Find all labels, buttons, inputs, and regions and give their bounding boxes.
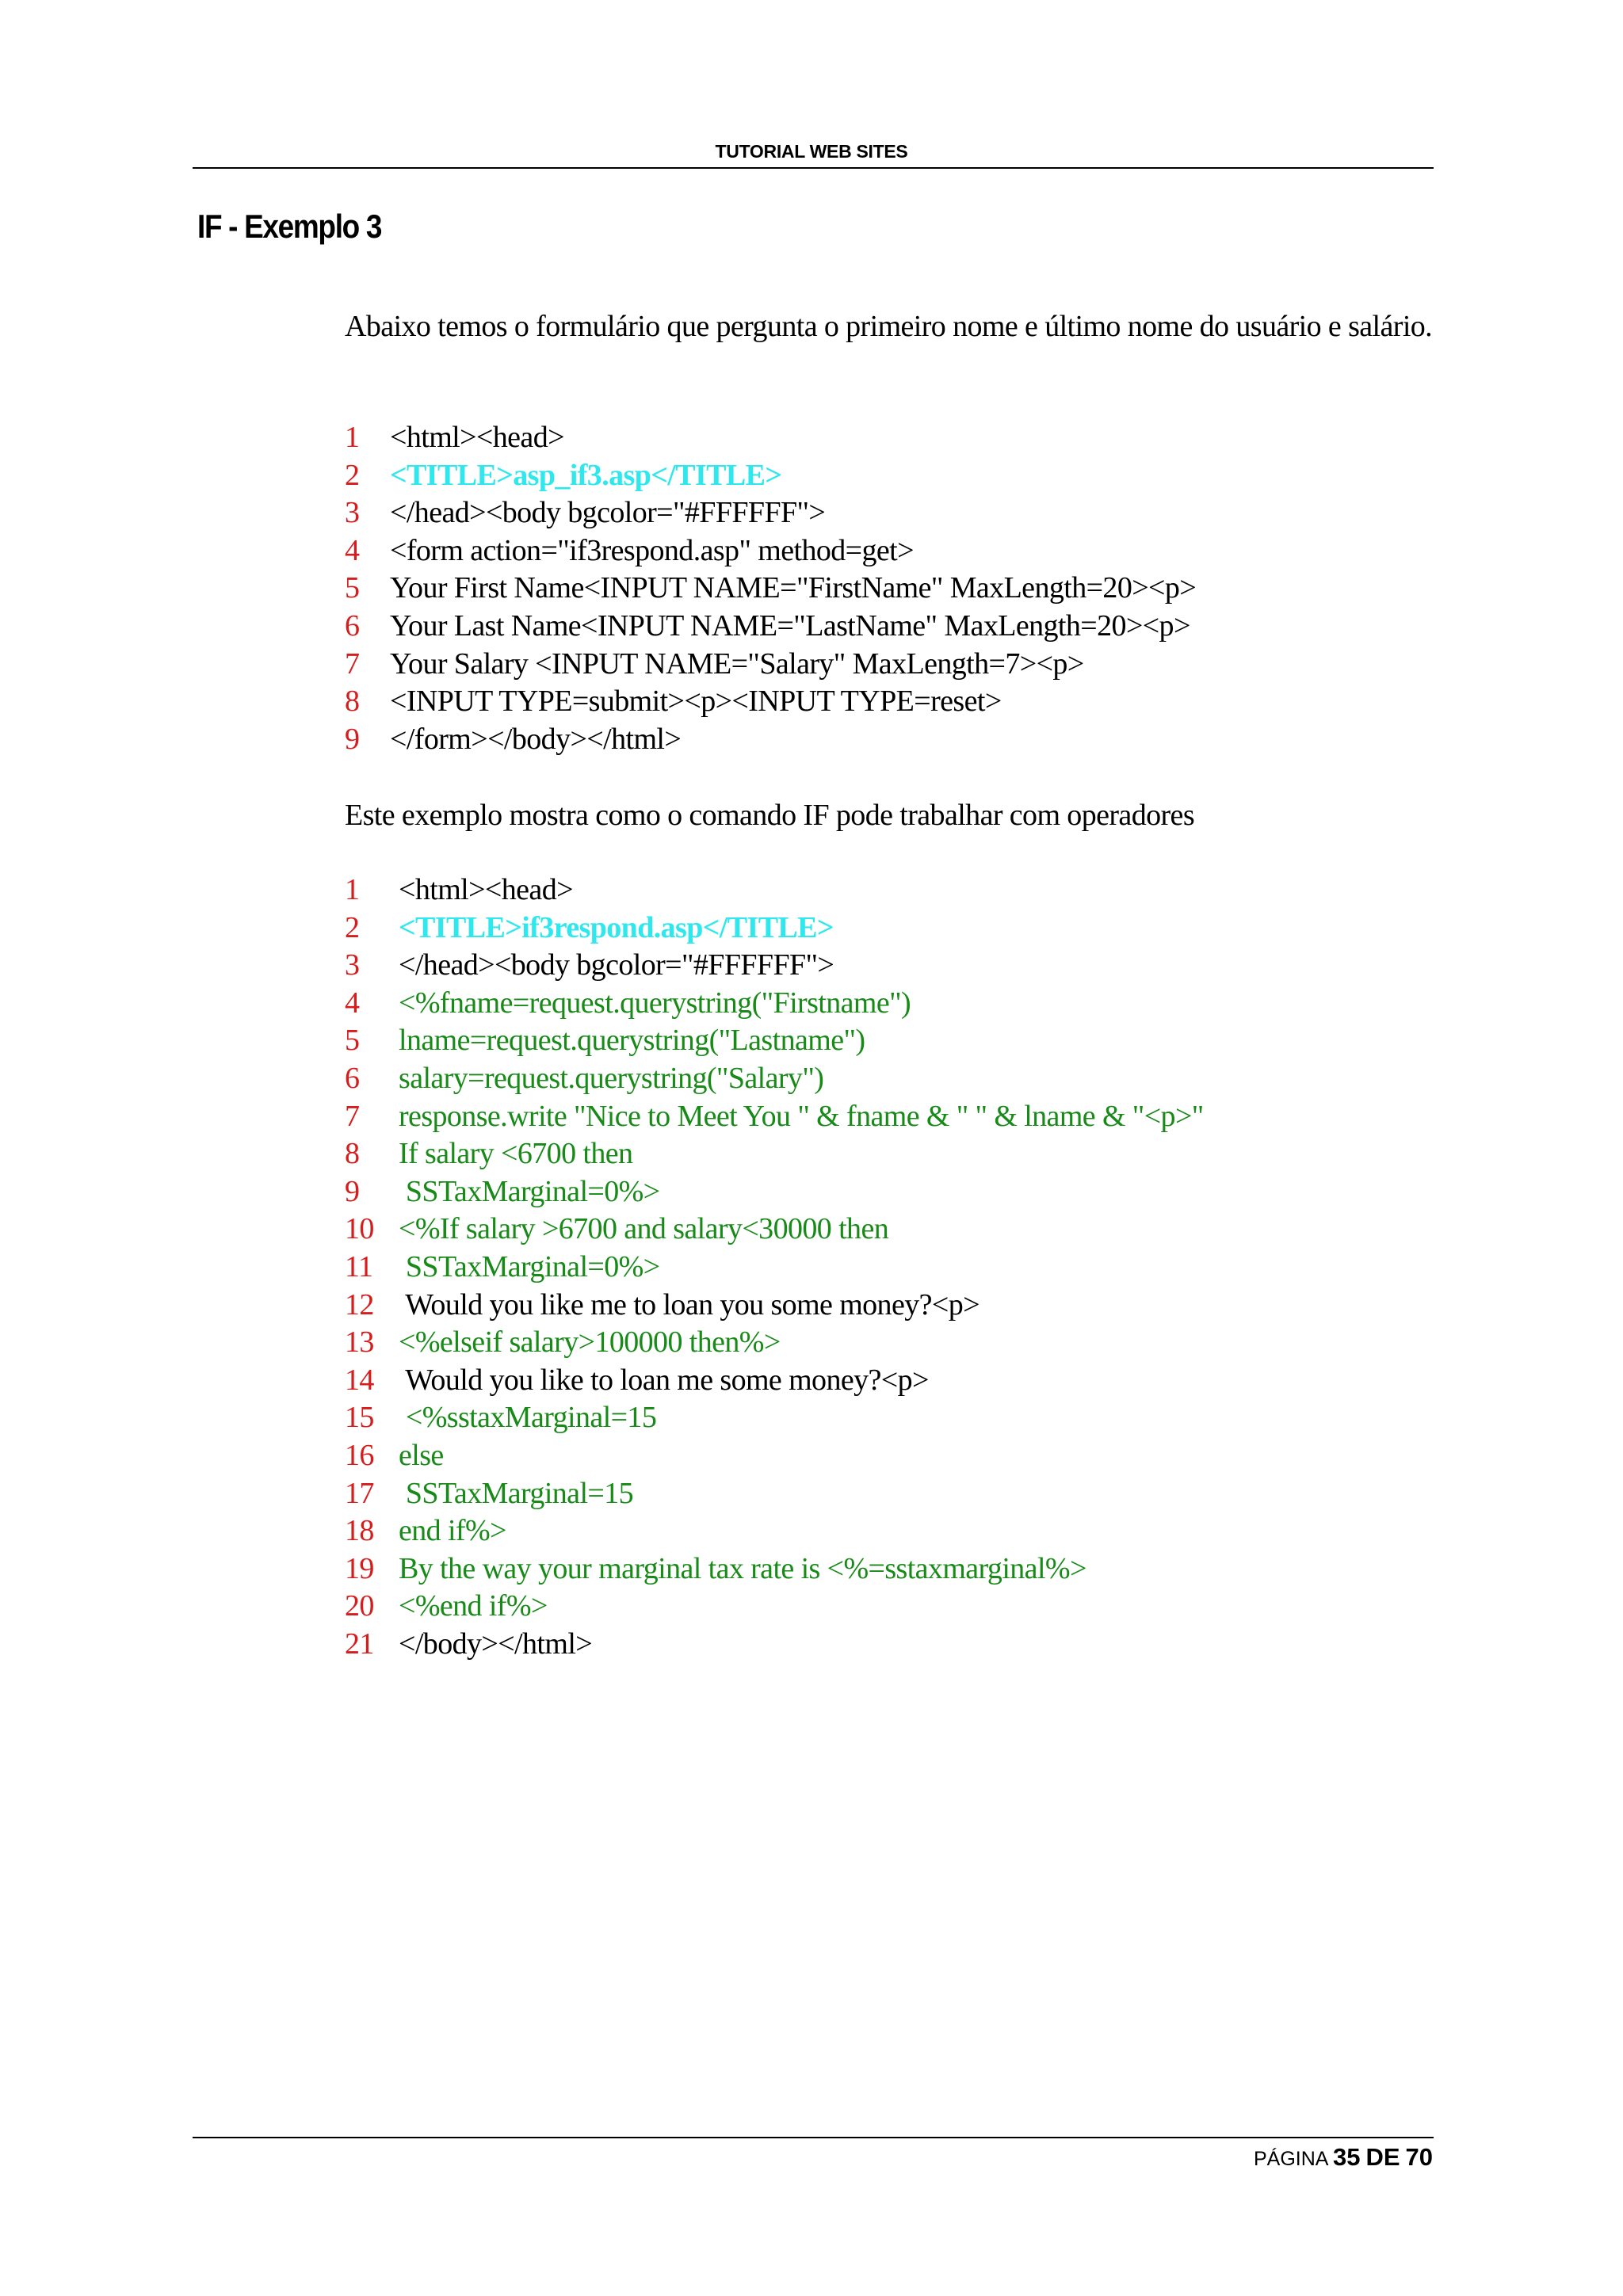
line-number: 1 xyxy=(345,873,360,906)
code-line xyxy=(345,1550,1204,1589)
code-text: <INPUT TYPE=submit><p><INPUT TYPE=reset> xyxy=(390,685,1002,719)
line-number: 8 xyxy=(345,685,360,719)
code-text: By the way your marginal tax rate is <%=sstaxmarginal%> xyxy=(399,1551,1086,1585)
code-text: Your Last Name<INPUT NAME="LastName" MaxLength=20><p> xyxy=(390,608,1190,643)
code-text: <%sstaxMarginal=15 xyxy=(399,1401,657,1435)
line-number: 10 xyxy=(345,1212,374,1246)
code-line xyxy=(345,1324,1204,1362)
code-line xyxy=(345,1287,1204,1325)
code-text: Your First Name<INPUT NAME="FirstName" MaxLength=20><p> xyxy=(390,571,1197,605)
code-text: Your Salary <INPUT NAME="Salary" MaxLength=7><p> xyxy=(390,646,1084,681)
code-line xyxy=(345,419,1196,457)
code-text: end if%> xyxy=(399,1514,506,1548)
code-text: <TITLE>asp_if3.asp</TITLE> xyxy=(390,458,782,492)
line-number: 6 xyxy=(345,608,360,643)
page-current: 35 xyxy=(1333,2143,1361,2171)
line-number: 5 xyxy=(345,571,360,605)
code-text: <%If salary >6700 and salary<30000 then xyxy=(399,1212,889,1246)
line-number: 18 xyxy=(345,1514,374,1548)
code-line xyxy=(345,457,1196,495)
line-number: 13 xyxy=(345,1325,374,1360)
code-line xyxy=(345,910,1204,948)
code-text: Would you like to loan me some money?<p> xyxy=(399,1363,929,1397)
code-text: SSTaxMarginal=15 xyxy=(399,1476,634,1510)
line-number: 9 xyxy=(345,722,360,756)
line-number: 3 xyxy=(345,496,360,530)
code-line xyxy=(345,1475,1204,1513)
code-text: If salary <6700 then xyxy=(399,1137,633,1171)
line-number: 16 xyxy=(345,1438,374,1472)
code-text: </body></html> xyxy=(399,1627,593,1661)
code-text: </head><body bgcolor="#FFFFFF"> xyxy=(390,496,826,530)
code-line xyxy=(345,1173,1204,1211)
code-line xyxy=(345,608,1196,646)
section-heading: IF - Exemplo 3 xyxy=(197,208,382,245)
line-number: 20 xyxy=(345,1589,374,1623)
line-number: 19 xyxy=(345,1551,374,1585)
middle-paragraph: Este exemplo mostra como o comando IF pode trabalhar com operadores xyxy=(345,799,1195,832)
code-text: Would you like me to loan you some money?<p> xyxy=(399,1287,980,1322)
code-text: lname=request.querystring("Lastname") xyxy=(399,1024,865,1058)
code-line xyxy=(345,1588,1204,1626)
code-text: <form action="if3respond.asp" method=get> xyxy=(390,533,914,567)
page-number xyxy=(1254,2143,1433,2172)
line-number: 4 xyxy=(345,986,360,1020)
code-text: response.write "Nice to Meet You " & fname & " " & lname & "<p>" xyxy=(399,1099,1204,1133)
code-line xyxy=(345,532,1196,570)
header-divider xyxy=(193,167,1434,169)
line-number: 21 xyxy=(345,1627,374,1661)
code-line xyxy=(345,1060,1204,1098)
code-line xyxy=(345,1362,1204,1400)
line-number: 2 xyxy=(345,458,360,492)
code-text: salary=request.querystring("Salary") xyxy=(399,1061,824,1095)
code-line xyxy=(345,871,1204,910)
code-line xyxy=(345,494,1196,532)
code-line xyxy=(345,985,1204,1023)
code-line xyxy=(345,1211,1204,1249)
code-text: <html><head> xyxy=(399,873,573,906)
line-number: 15 xyxy=(345,1401,374,1435)
intro-paragraph: Abaixo temos o formulário que pergunta o primeiro nome e último nome do usuário e salário. xyxy=(345,310,1433,343)
line-number: 12 xyxy=(345,1287,374,1322)
page-label: PÁGINA xyxy=(1254,2148,1328,2170)
line-number: 3 xyxy=(345,948,360,982)
code-line xyxy=(345,1512,1204,1550)
code-line xyxy=(345,570,1196,608)
line-number: 11 xyxy=(345,1249,373,1283)
code-line xyxy=(345,683,1196,721)
line-number: 14 xyxy=(345,1363,374,1397)
line-number: 8 xyxy=(345,1137,360,1171)
code-block-response xyxy=(345,871,1204,1663)
code-line xyxy=(345,1022,1204,1060)
code-text: SSTaxMarginal=0%> xyxy=(399,1174,660,1208)
code-text: </head><body bgcolor="#FFFFFF"> xyxy=(399,948,834,982)
line-number: 5 xyxy=(345,1024,360,1058)
code-line xyxy=(345,1626,1204,1664)
line-number: 2 xyxy=(345,910,360,944)
code-line xyxy=(345,721,1196,759)
code-line xyxy=(345,1399,1204,1437)
line-number: 1 xyxy=(345,421,360,454)
line-number: 9 xyxy=(345,1174,360,1208)
line-number: 6 xyxy=(345,1061,360,1095)
code-text: <%fname=request.querystring("Firstname") xyxy=(399,986,911,1020)
code-line xyxy=(345,1098,1204,1136)
line-number: 7 xyxy=(345,646,360,681)
code-text: <TITLE>if3respond.asp</TITLE> xyxy=(399,910,834,944)
header-title: TUTORIAL WEB SITES xyxy=(715,141,908,162)
page-total: 70 xyxy=(1405,2143,1433,2171)
page-of: DE xyxy=(1365,2143,1400,2171)
line-number: 7 xyxy=(345,1099,360,1133)
code-line xyxy=(345,947,1204,985)
line-number: 17 xyxy=(345,1476,374,1510)
code-line xyxy=(345,1437,1204,1475)
code-text: <%end if%> xyxy=(399,1589,548,1623)
code-line xyxy=(345,1249,1204,1287)
code-line xyxy=(345,646,1196,684)
footer-divider xyxy=(193,2137,1434,2138)
code-text: </form></body></html> xyxy=(390,722,682,756)
code-text: <%elseif salary>100000 then%> xyxy=(399,1325,781,1360)
code-line xyxy=(345,1135,1204,1173)
code-text: else xyxy=(399,1438,444,1472)
code-block-form xyxy=(345,419,1196,758)
code-text: SSTaxMarginal=0%> xyxy=(399,1249,660,1283)
code-text: <html><head> xyxy=(390,421,564,454)
line-number: 4 xyxy=(345,533,360,567)
